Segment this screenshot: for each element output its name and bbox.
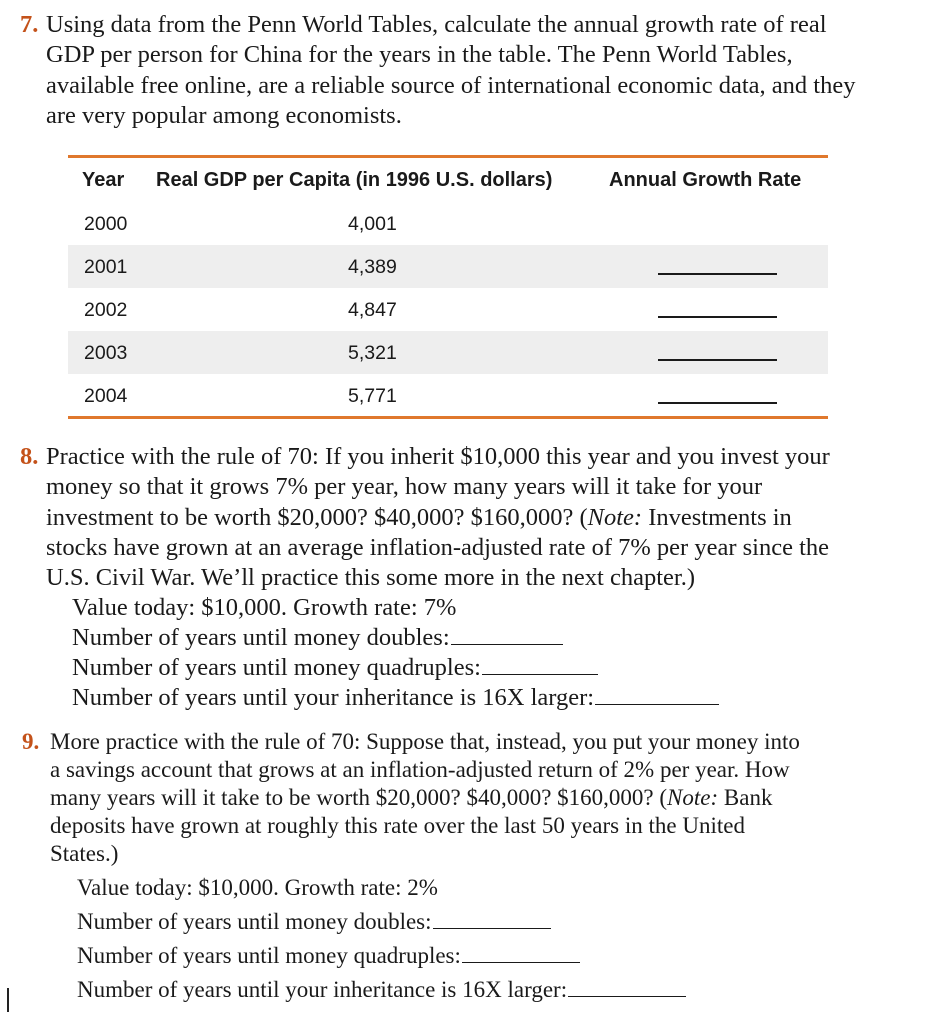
years-doubles-line: Number of years until money doubles: <box>72 623 563 653</box>
text-cursor <box>7 988 9 1012</box>
gdp-cell: 5,771 <box>348 385 397 407</box>
answer-blank[interactable] <box>595 684 719 705</box>
question-text-line: U.S. Civil War. We’ll practice this some more in the next chapter.) <box>46 564 696 591</box>
years-doubles-line: Number of years until money doubles: <box>77 908 551 936</box>
table-bottom-rule <box>68 416 828 419</box>
answer-blank[interactable] <box>568 977 686 997</box>
gdp-table <box>68 155 828 419</box>
year-cell: 2003 <box>84 342 128 364</box>
year-cell: 2004 <box>84 385 128 407</box>
question-text-line: are very popular among economists. <box>46 102 402 129</box>
answer-blank[interactable] <box>462 943 580 963</box>
gdp-cell: 5,321 <box>348 342 397 364</box>
table-header <box>68 158 828 202</box>
table-row <box>68 331 828 374</box>
question-text-line: available free online, are a reliable source of international economic data, and they <box>46 72 856 99</box>
question-text-line: States.) <box>50 841 119 866</box>
growth-rate-blank[interactable] <box>658 402 777 404</box>
question-text-line: a savings account that grows at an inflation-adjusted return of 2% per year. How <box>50 757 790 782</box>
question-text-line: money so that it grows 7% per year, how many years will it take for your <box>46 473 763 500</box>
gdp-cell: 4,001 <box>348 213 397 235</box>
years-16x-line: Number of years until your inheritance is 16X larger: <box>72 683 719 713</box>
table-row <box>68 374 828 417</box>
question-text-line: Using data from the Penn World Tables, calculate the annual growth rate of real <box>46 11 827 38</box>
answer-blank[interactable] <box>482 654 598 675</box>
question-number: 7. <box>20 11 39 38</box>
note-label: Note: <box>667 785 719 810</box>
header-gdp: Real GDP per Capita (in 1996 U.S. dollars) <box>156 169 553 191</box>
table-row <box>68 202 828 245</box>
answer-blank[interactable] <box>451 624 563 645</box>
year-cell: 2000 <box>84 213 128 235</box>
header-growth: Annual Growth Rate <box>609 169 802 191</box>
table-row <box>68 245 828 288</box>
header-year: Year <box>82 169 125 191</box>
years-quadruples-line: Number of years until money quadruples: <box>72 653 598 683</box>
growth-rate-blank[interactable] <box>658 273 777 275</box>
question-text-line: GDP per person for China for the years in the table. The Penn World Tables, <box>46 41 793 68</box>
question-text-line: Practice with the rule of 70: If you inherit $10,000 this year and you invest your <box>46 443 830 470</box>
gdp-cell: 4,847 <box>348 299 397 321</box>
question-text-line: investment to be worth $20,000? $40,000? $160,000? (Note: Investments in <box>46 504 792 531</box>
year-cell: 2002 <box>84 299 128 321</box>
answer-blank[interactable] <box>433 909 551 929</box>
question-text-line: many years will it take to be worth $20,000? $40,000? $160,000? (Note: Bank <box>50 785 773 810</box>
question-number: 8. <box>20 443 39 470</box>
note-label: Note: <box>587 504 643 531</box>
value-today: Value today: $10,000. Growth rate: 2% <box>77 875 438 900</box>
year-cell: 2001 <box>84 256 128 278</box>
question-number: 9. <box>22 729 40 754</box>
question-text-line: deposits have grown at roughly this rate over the last 50 years in the United <box>50 813 745 838</box>
growth-rate-blank[interactable] <box>658 359 777 361</box>
question-text-line: stocks have grown at an average inflation-adjusted rate of 7% per year since the <box>46 534 829 561</box>
value-today: Value today: $10,000. Growth rate: 7% <box>72 594 457 621</box>
years-quadruples-line: Number of years until money quadruples: <box>77 942 580 970</box>
growth-rate-blank[interactable] <box>658 316 777 318</box>
table-row <box>68 288 828 331</box>
gdp-cell: 4,389 <box>348 256 397 278</box>
years-16x-line: Number of years until your inheritance is 16X larger: <box>77 976 686 1004</box>
question-text-line: More practice with the rule of 70: Suppose that, instead, you put your money into <box>50 729 800 754</box>
